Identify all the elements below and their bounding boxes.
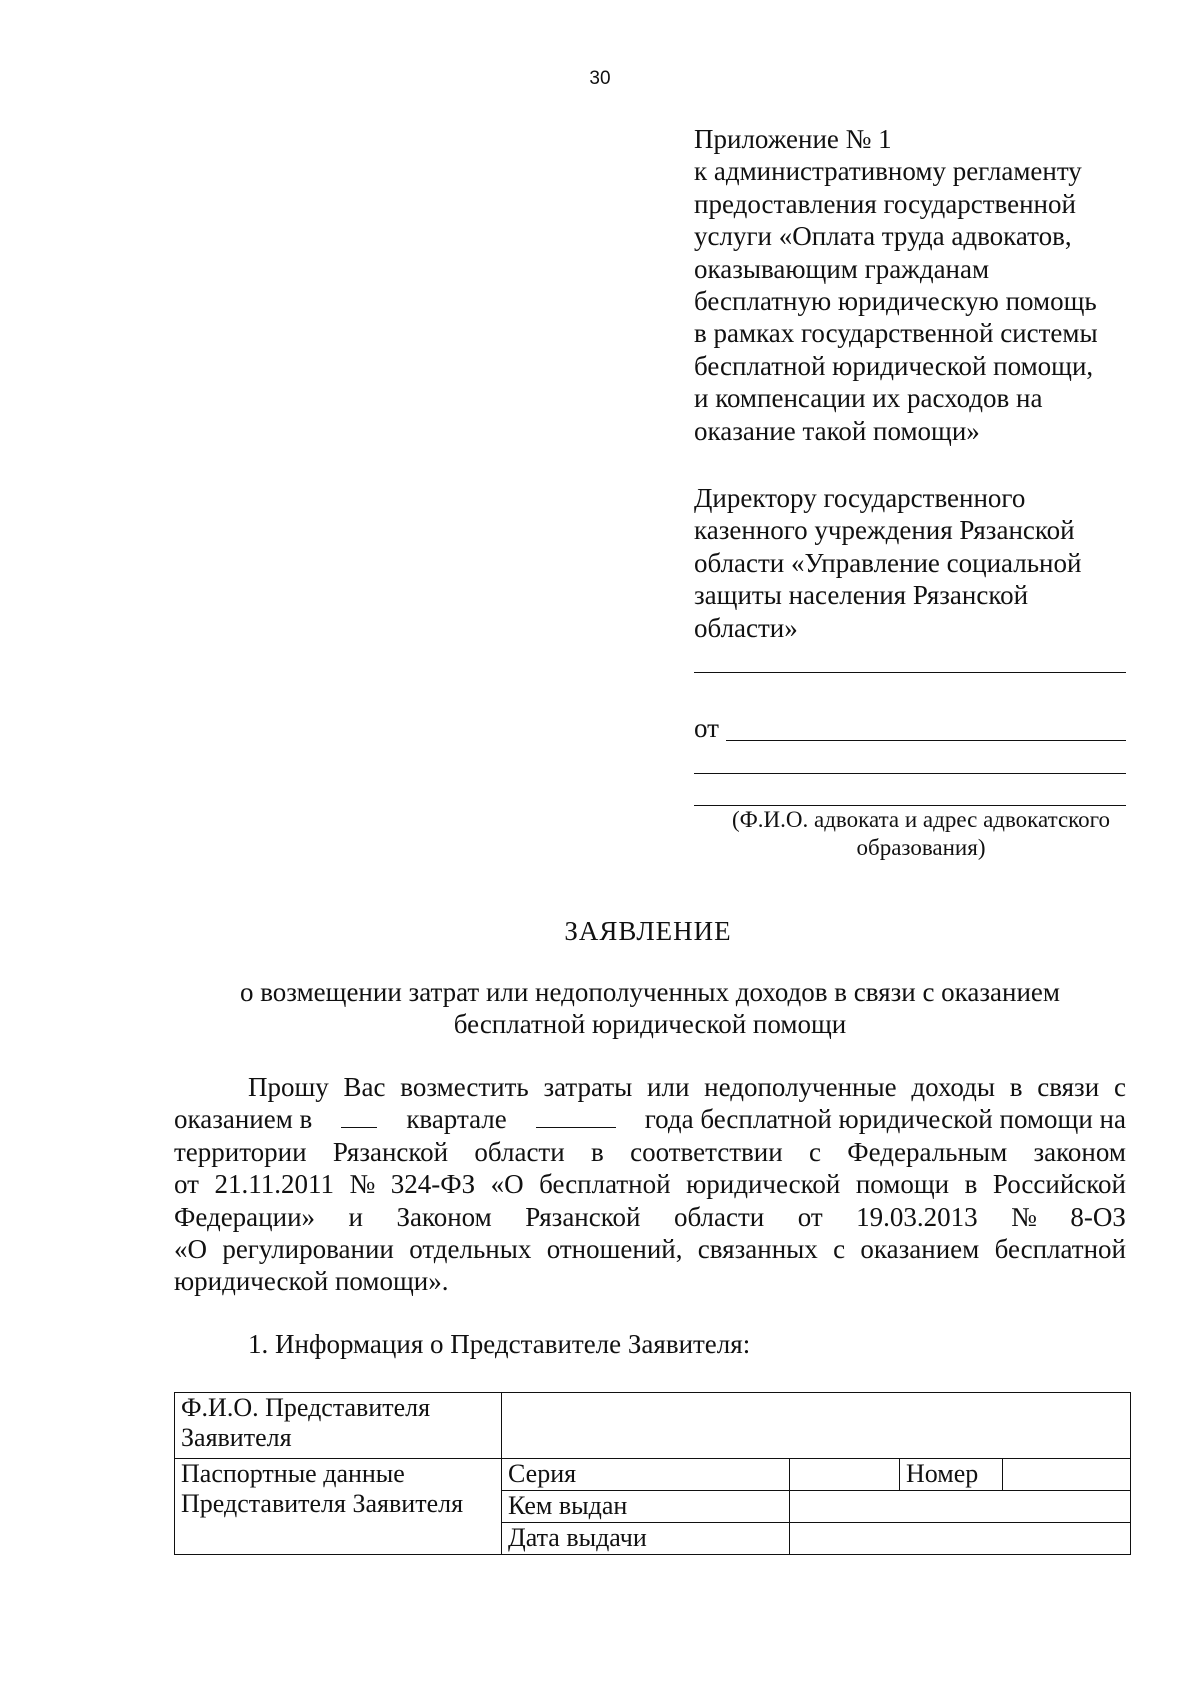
document-subtitle: [170, 976, 1130, 1041]
paragraph-line: [174, 1168, 1126, 1200]
word: 324-ФЗ: [390, 1169, 476, 1200]
word: 8-ОЗ: [1070, 1201, 1126, 1232]
issue-date-label-cell: Дата выдачи: [502, 1523, 790, 1555]
appendix-line: оказывающим гражданам: [694, 253, 990, 284]
word: в: [964, 1169, 978, 1200]
applicant-line-2[interactable]: [694, 773, 1126, 774]
word: Федеральным: [847, 1136, 1008, 1167]
paragraph-line: [174, 1201, 1126, 1233]
addressee-block: [694, 482, 1154, 644]
from-label: от: [694, 713, 719, 743]
word: 21.11.2011: [214, 1169, 334, 1200]
issued-by-label-cell: Кем выдан: [502, 1491, 790, 1523]
word: затраты: [543, 1072, 633, 1102]
word: от: [174, 1169, 199, 1200]
word: года бесплатной юридической помощи на: [644, 1104, 1126, 1135]
number-label-cell: Номер: [900, 1459, 1003, 1491]
addressee-line: области «Управление социальной: [694, 547, 1082, 578]
appendix-line: предоставления государственной: [694, 188, 1076, 219]
appendix-line: к административному регламенту: [694, 156, 1082, 187]
paragraph-line: [174, 1071, 1126, 1103]
word: №: [349, 1169, 376, 1200]
appendix-block: [694, 123, 1154, 447]
paragraph-line: [174, 1103, 1126, 1135]
caption-line: (Ф.И.О. адвоката и адрес адвокатского: [731, 807, 1111, 832]
passport-label-cell: Паспортные данные Представителя Заявителя: [175, 1459, 502, 1555]
word: помощи: [855, 1169, 950, 1200]
word: оказанием: [860, 1234, 980, 1265]
addressee-name-line[interactable]: [694, 672, 1126, 673]
subtitle-line: о возмещении затрат или недополученных доходов в связи с оказанием: [239, 977, 1060, 1007]
issued-by-value-cell[interactable]: [790, 1491, 1131, 1523]
paragraph-line: [174, 1136, 1126, 1168]
appendix-line: в рамках государственной системы: [694, 318, 1098, 349]
addressee-line: Директору государственного: [694, 483, 1026, 513]
word: соответствии: [630, 1136, 783, 1167]
year-blank[interactable]: [536, 1103, 616, 1128]
word: отдельных: [409, 1234, 532, 1265]
word: оказанием в: [174, 1104, 313, 1135]
fio-label-cell: Ф.И.О. Представителя Заявителя: [175, 1393, 502, 1459]
word: законом: [1033, 1136, 1126, 1167]
word: квартале: [406, 1104, 507, 1135]
word: регулировании: [222, 1234, 394, 1265]
addressee-line: защиты населения Рязанской: [694, 580, 1029, 611]
word: Рязанской: [525, 1201, 641, 1232]
word: области: [474, 1136, 565, 1167]
representative-info-table: [174, 1392, 1131, 1555]
series-label-cell: Серия: [502, 1459, 790, 1491]
section-heading: 1. Информация о Представителе Заявителя:: [248, 1329, 751, 1359]
appendix-line: услуги «Оплата труда адвокатов,: [694, 221, 1072, 252]
word: и: [348, 1201, 363, 1232]
subtitle-line: бесплатной юридической помощи: [453, 1009, 847, 1040]
appendix-line: оказание такой помощи»: [694, 415, 980, 446]
word: связанных: [697, 1234, 818, 1265]
word: Российской: [992, 1169, 1126, 1200]
word: территории: [174, 1136, 307, 1167]
word: в: [1009, 1072, 1023, 1102]
word: бесплатной: [994, 1234, 1126, 1265]
appendix-line: Приложение № 1: [694, 124, 892, 154]
word: Вас: [343, 1072, 386, 1102]
word: возместить: [400, 1072, 529, 1102]
request-paragraph: [174, 1071, 1126, 1298]
word: или: [647, 1072, 690, 1102]
caption-line: образования): [856, 835, 986, 860]
addressee-line: казенного учреждения Рязанской: [694, 515, 1075, 546]
appendix-line: бесплатную юридическую помощь: [694, 286, 1097, 317]
paragraph-line: [174, 1265, 1126, 1297]
paragraph-line: [174, 1233, 1126, 1265]
issue-date-value-cell[interactable]: [790, 1523, 1131, 1555]
word: доходы: [911, 1072, 996, 1102]
number-value-cell[interactable]: [1003, 1459, 1131, 1491]
fio-value-cell[interactable]: [502, 1393, 1131, 1459]
word: «О: [174, 1234, 207, 1265]
applicant-caption: [690, 806, 1152, 862]
word: от: [797, 1201, 823, 1232]
word: недополученные: [704, 1072, 897, 1102]
word: №: [1011, 1201, 1037, 1232]
page-number: 30: [589, 68, 611, 89]
word: Прошу: [248, 1072, 329, 1102]
word: юридической: [686, 1169, 841, 1200]
word: Федерации»: [174, 1201, 316, 1232]
appendix-line: бесплатной юридической помощи,: [694, 350, 1094, 381]
word: отношений,: [546, 1234, 683, 1265]
word: бесплатной: [539, 1169, 671, 1200]
applicant-line-1[interactable]: [726, 740, 1126, 741]
word: Законом: [396, 1201, 492, 1232]
series-value-cell[interactable]: [790, 1459, 900, 1491]
addressee-line: области»: [694, 612, 798, 643]
word: с: [1113, 1072, 1126, 1102]
word: Рязанской: [332, 1136, 449, 1167]
word: области: [673, 1201, 765, 1232]
word: 19.03.2013: [856, 1201, 978, 1232]
word: с: [808, 1136, 821, 1167]
quarter-blank[interactable]: [341, 1103, 377, 1128]
word: юридической помощи».: [174, 1266, 449, 1297]
appendix-line: и компенсации их расходов на: [694, 383, 1043, 414]
word: с: [833, 1234, 846, 1265]
document-title: ЗАЯВЛЕНИЕ: [564, 916, 732, 946]
word: «О: [490, 1169, 524, 1200]
word: связи: [1037, 1072, 1100, 1102]
word: в: [591, 1136, 604, 1167]
